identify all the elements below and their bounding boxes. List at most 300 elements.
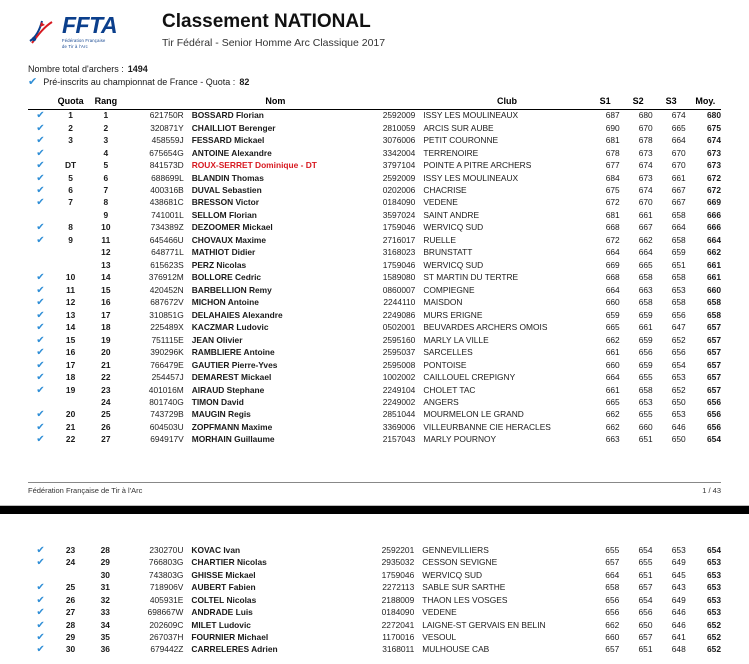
row-quota	[53, 209, 88, 221]
row-moy: 654	[707, 544, 721, 555]
row-s3: 646	[671, 619, 686, 630]
row-s2: 680	[638, 110, 653, 121]
table-row	[28, 384, 721, 396]
row-quota: 23	[65, 544, 76, 555]
row-s1: 681	[605, 209, 620, 220]
table-header-row	[28, 94, 721, 110]
row-s2: 655	[638, 557, 653, 568]
row-nom: MORHAIN Guillaume	[191, 434, 275, 445]
row-rang: 14	[101, 272, 111, 283]
row-club: MULHOUSE CAB	[422, 644, 490, 655]
row-moy: 664	[707, 234, 721, 245]
table-row	[28, 606, 721, 618]
row-qualified-checkmark-icon: ✔	[36, 434, 45, 446]
row-licence: 230270U	[149, 544, 184, 555]
row-s3: 652	[671, 334, 686, 345]
row-quota	[53, 569, 88, 581]
row-club: RUELLE	[423, 234, 456, 245]
checkmark-icon: ✔	[28, 75, 38, 88]
row-nom: RAMBLIERE Antoine	[191, 347, 275, 358]
row-club-id: 2595008	[382, 359, 416, 370]
row-licence: 645466U	[149, 234, 184, 245]
row-moy: 657	[707, 347, 721, 358]
row-club: VEDENE	[422, 607, 457, 618]
row-quota: 7	[68, 197, 73, 208]
row-qualified-checkmark-icon: ✔	[36, 384, 45, 396]
row-rang: 15	[101, 284, 111, 295]
row-licence: 438681C	[149, 197, 184, 208]
row-moy: 657	[707, 322, 721, 333]
row-qualified-checkmark-icon: ✔	[36, 557, 45, 569]
row-s2: 659	[638, 334, 653, 345]
row-club-id: 2244110	[383, 297, 416, 308]
row-licence: 718906V	[149, 582, 184, 593]
quota-value: 82	[239, 77, 250, 87]
row-s3: 661	[671, 172, 686, 183]
row-rang: 32	[100, 594, 110, 605]
table-row	[28, 619, 721, 631]
row-licence: 267037H	[149, 631, 184, 642]
row-nom: JEAN Olivier	[191, 334, 243, 345]
row-moy: 657	[707, 334, 721, 345]
row-nom: CHOVAUX Maxime	[191, 234, 267, 245]
row-s3: 658	[671, 209, 686, 220]
row-club: COMPIEGNE	[423, 284, 475, 295]
row-qualified-checkmark-icon: ✔	[36, 421, 45, 433]
table-row	[28, 556, 721, 568]
row-nom: SELLOM Florian	[191, 209, 257, 220]
row-nom: GAUTIER Pierre-Yves	[191, 359, 278, 370]
row-licence: 604503U	[149, 421, 184, 432]
row-moy: 652	[707, 631, 721, 642]
row-s2: 651	[638, 434, 653, 445]
row-s1: 664	[605, 247, 620, 258]
row-club: VEDENE	[423, 197, 458, 208]
row-qualified-checkmark-icon: ✔	[36, 185, 45, 196]
row-qualified-checkmark-icon: ✔	[36, 644, 45, 656]
row-s1: 662	[605, 334, 620, 345]
row-moy: 672	[707, 185, 721, 195]
row-nom: DEZOOMER Mickael	[191, 222, 273, 233]
row-quota: 16	[65, 347, 76, 358]
row-club: BEUVARDES ARCHERS OMOIS	[423, 322, 548, 333]
row-club-id: 2595037	[382, 347, 416, 358]
row-s2: 659	[638, 359, 653, 370]
row-club: PETIT COURONNE	[423, 135, 499, 146]
row-s2: 655	[638, 409, 653, 420]
row-nom: ROUX-SERRET Dominique - DT	[191, 160, 317, 171]
row-licence: 743729B	[150, 409, 184, 420]
row-s2: 658	[638, 384, 653, 395]
row-rang: 19	[101, 334, 111, 345]
row-licence: 841573D	[149, 160, 184, 171]
row-moy: 661	[707, 259, 721, 270]
row-quota: 17	[65, 359, 76, 370]
row-s3: 651	[671, 259, 686, 270]
row-rang: 28	[100, 544, 110, 555]
row-licence: 743803G	[148, 569, 184, 580]
row-club: MARLY LA VILLE	[423, 334, 489, 345]
row-qualified-checkmark-icon: ✔	[36, 359, 45, 371]
row-s1: 655	[605, 544, 620, 555]
row-licence: 254457J	[151, 372, 184, 383]
row-rang: 31	[100, 582, 110, 593]
row-moy: 652	[707, 644, 721, 655]
row-qualified-checkmark-icon: ✔	[36, 544, 45, 556]
row-quota: 14	[65, 322, 76, 333]
row-s1: 660	[605, 359, 620, 370]
table-row	[28, 134, 721, 146]
row-rang: 7	[103, 185, 109, 195]
page-separator	[0, 506, 749, 514]
row-s3: 647	[671, 322, 686, 333]
row-s1: 677	[605, 160, 620, 171]
row-s1: 662	[605, 421, 620, 432]
row-club-id: 2592009	[382, 110, 416, 121]
row-qualified-checkmark-icon	[28, 209, 53, 221]
row-rang: 20	[101, 347, 111, 358]
row-quota: 1	[68, 110, 73, 121]
row-club: WERVICQ SUD	[423, 259, 484, 270]
row-club: THAON LES VOSGES	[422, 594, 508, 605]
row-rang: 16	[101, 297, 111, 308]
row-qualified-checkmark-icon	[28, 396, 53, 408]
row-quota	[53, 396, 88, 408]
row-quota: 11	[66, 284, 75, 295]
row-club-id: 2188009	[381, 594, 415, 605]
row-quota: 2	[68, 122, 73, 133]
row-rang: 3	[103, 135, 109, 146]
row-licence: 688699L	[151, 172, 184, 183]
row-s3: 670	[671, 147, 686, 158]
row-club: ISSY LES MOULINEAUX	[423, 110, 519, 121]
row-qualified-checkmark-icon: ✔	[36, 234, 45, 246]
row-licence: 390296K	[150, 347, 184, 358]
row-quota: 5	[68, 172, 73, 183]
row-quota: 13	[65, 309, 76, 320]
row-s2: 656	[638, 347, 653, 358]
row-quota: 26	[65, 594, 76, 605]
row-s1: 672	[605, 197, 620, 208]
row-rang: 8	[103, 197, 109, 208]
row-s1: 665	[605, 322, 620, 333]
row-rang: 35	[100, 631, 110, 642]
row-club-id: 2272041	[381, 619, 415, 630]
row-rang: 24	[101, 396, 111, 407]
row-moy: 656	[707, 421, 721, 432]
row-club-id: 3168011	[382, 644, 415, 655]
row-nom: AUBERT Fabien	[191, 582, 256, 593]
row-s3: 664	[671, 222, 686, 233]
row-moy: 662	[707, 247, 721, 258]
row-club: ARCIS SUR AUBE	[423, 122, 494, 133]
row-s3: 667	[671, 185, 686, 195]
row-qualified-checkmark-icon: ✔	[36, 110, 45, 122]
row-s1: 660	[605, 297, 620, 308]
row-moy: 658	[707, 297, 721, 308]
row-quota: 29	[65, 631, 76, 642]
row-s1: 687	[605, 110, 620, 121]
row-s1: 661	[605, 347, 620, 358]
row-s2: 658	[638, 297, 653, 308]
row-club-id: 1002002	[382, 372, 416, 383]
row-club-id: 2716017	[382, 234, 416, 245]
row-s1: 663	[605, 434, 620, 445]
page-footer	[28, 482, 721, 495]
row-licence: 766479E	[150, 359, 184, 370]
row-s1: 657	[605, 644, 620, 655]
table-row	[28, 172, 721, 184]
row-quota: 20	[65, 409, 76, 420]
row-licence: 687672V	[150, 297, 184, 308]
row-quota: 12	[65, 297, 76, 308]
column-header-s1: S1	[591, 94, 624, 110]
row-nom: MICHON Antoine	[191, 297, 259, 308]
column-header-moy: Moy.	[690, 94, 721, 110]
document-header	[0, 0, 749, 54]
row-quota: 19	[65, 384, 76, 395]
row-quota: 25	[65, 582, 76, 593]
row-quota: DT	[64, 160, 77, 171]
row-s3: 646	[671, 607, 686, 618]
row-nom: BLANDIN Thomas	[191, 172, 264, 183]
row-qualified-checkmark-icon	[28, 569, 53, 581]
row-s1: 690	[605, 122, 620, 133]
row-nom: ZOPFMANN Maxime	[191, 421, 273, 432]
row-nom: FOURNIER Michael	[191, 631, 269, 642]
table-row	[28, 359, 721, 371]
row-club: VESOUL	[422, 631, 457, 642]
row-s2: 661	[638, 322, 653, 333]
row-nom: PERZ Nicolas	[191, 259, 247, 270]
row-rang: 17	[101, 309, 111, 320]
table-row	[28, 197, 721, 209]
row-qualified-checkmark-icon: ✔	[36, 607, 45, 619]
footer-page-number: 1 / 43	[702, 486, 721, 495]
row-club: POINTE A PITRE ARCHERS	[423, 160, 532, 171]
row-qualified-checkmark-icon: ✔	[36, 582, 45, 594]
table-row	[28, 371, 721, 383]
row-quota: 9	[68, 234, 73, 245]
row-s2: 657	[638, 582, 653, 593]
quota-line	[28, 77, 749, 88]
total-archers-line	[28, 64, 749, 74]
row-rang: 5	[103, 160, 109, 171]
row-qualified-checkmark-icon: ✔	[36, 197, 45, 209]
row-licence: 458559J	[151, 135, 184, 146]
row-s3: 653	[671, 372, 686, 383]
row-licence: 320871Y	[150, 122, 184, 133]
row-quota: 15	[65, 334, 76, 345]
row-club: MOURMELON LE GRAND	[423, 409, 524, 420]
document-page-2	[0, 514, 749, 664]
table-row	[28, 222, 721, 234]
row-club: MAISDON	[423, 297, 463, 308]
table-row	[28, 569, 721, 581]
row-rang: 1	[103, 110, 109, 121]
table-row	[28, 644, 721, 656]
row-s1: 664	[605, 284, 620, 295]
row-s3: 665	[671, 122, 686, 133]
row-quota: 21	[65, 421, 76, 432]
row-licence: 376912M	[148, 272, 184, 283]
row-moy: 673	[707, 147, 721, 158]
row-s1: 659	[605, 309, 620, 320]
row-club-id: 3797104	[382, 160, 416, 171]
row-club: ANGERS	[423, 396, 459, 407]
row-s3: 646	[671, 421, 686, 432]
row-club: CHOLET TAC	[423, 384, 476, 395]
row-nom: ANDRADE Luis	[191, 607, 253, 618]
row-club-id: 1759046	[382, 222, 416, 233]
row-moy: 660	[707, 284, 721, 295]
row-nom: CHAILLIOT Berenger	[191, 122, 276, 133]
row-s2: 678	[638, 135, 653, 146]
table-row	[28, 247, 721, 259]
row-qualified-checkmark-icon: ✔	[36, 409, 45, 421]
total-archers-value: 1494	[127, 63, 148, 74]
row-s1: 661	[605, 384, 620, 395]
row-club: MARLY POURNOY	[423, 434, 497, 445]
row-club-id: 0860007	[382, 284, 416, 295]
row-moy: 666	[707, 209, 721, 220]
row-s2: 663	[638, 284, 653, 295]
row-nom: MATHIOT Didier	[191, 247, 256, 258]
row-s1: 662	[605, 409, 620, 420]
row-s3: 667	[671, 197, 686, 208]
table-row	[28, 259, 721, 271]
row-nom: KACZMAR Ludovic	[191, 322, 269, 333]
ffta-logo	[28, 12, 146, 50]
row-s1: 664	[605, 372, 620, 383]
table-row	[28, 421, 721, 433]
row-club-id: 3076006	[382, 135, 416, 146]
column-header-rang: Rang	[88, 94, 123, 110]
row-quota: 10	[65, 272, 76, 283]
table-row	[28, 544, 721, 556]
row-club: SABLE SUR SARTHE	[422, 582, 506, 593]
row-rang: 9	[103, 209, 109, 220]
row-rang: 18	[101, 322, 111, 333]
row-club-id: 3342004	[382, 147, 416, 158]
row-nom: DEMAREST Mickael	[191, 372, 272, 383]
row-qualified-checkmark-icon: ✔	[36, 309, 45, 321]
row-moy: 657	[707, 384, 721, 395]
row-s2: 651	[638, 644, 653, 655]
row-s1: 672	[605, 234, 620, 245]
row-s2: 654	[638, 594, 653, 605]
row-s2: 670	[638, 197, 653, 208]
row-nom: CARRELERES Adrien	[191, 644, 278, 655]
table-row	[28, 334, 721, 346]
row-club: GENNEVILLIERS	[422, 544, 489, 555]
row-quota: 6	[68, 185, 73, 195]
row-club-id: 3597024	[382, 209, 416, 220]
row-qualified-checkmark-icon: ✔	[36, 160, 45, 172]
row-s2: 664	[638, 247, 653, 258]
row-moy: 654	[707, 434, 721, 445]
row-nom: COLTEL Nicolas	[191, 594, 257, 605]
column-header-club: Club	[423, 94, 590, 110]
row-moy: 653	[707, 607, 721, 618]
row-s1: 678	[605, 147, 620, 158]
row-licence: 679442Z	[150, 644, 184, 655]
row-rang: 25	[101, 409, 111, 420]
row-s1: 656	[605, 607, 620, 618]
row-rang: 34	[100, 619, 110, 630]
row-s1: 681	[605, 135, 620, 146]
row-s3: 670	[671, 160, 686, 171]
row-rang: 33	[100, 607, 110, 618]
column-header-check	[28, 94, 53, 110]
row-quota	[53, 259, 88, 271]
row-club-id: 3168023	[382, 247, 416, 258]
row-s3: 643	[671, 582, 686, 593]
table-row	[28, 346, 721, 358]
row-licence: 694917V	[150, 434, 184, 445]
table-row	[28, 284, 721, 296]
row-moy: 673	[707, 160, 721, 171]
row-club-id: 2249086	[382, 309, 416, 320]
row-s3: 649	[671, 557, 686, 568]
row-qualified-checkmark-icon: ✔	[36, 619, 45, 631]
row-rang: 2	[103, 122, 109, 133]
row-s1: 656	[605, 594, 620, 605]
row-rang: 29	[100, 557, 110, 568]
total-archers-label: Nombre total d'archers :	[28, 63, 124, 74]
row-s1: 669	[605, 259, 620, 270]
row-rang: 6	[103, 172, 109, 183]
quota-label: Pré-inscrits au championnat de France - Quota :	[43, 77, 236, 87]
row-club: ST MARTIN DU TERTRE	[423, 272, 519, 283]
row-club: MURS ERIGNE	[423, 309, 483, 320]
table-row	[28, 159, 721, 171]
row-moy: 657	[707, 372, 721, 383]
row-s1: 675	[605, 185, 620, 195]
row-licence: 401016M	[148, 384, 184, 395]
row-quota: 24	[65, 557, 76, 568]
row-s1: 665	[605, 396, 620, 407]
table-row	[28, 434, 721, 446]
row-club-id: 2592201	[381, 544, 415, 555]
row-club-id: 1589080	[382, 272, 416, 283]
row-s2: 674	[638, 160, 653, 171]
row-licence: 751115E	[151, 334, 184, 345]
row-qualified-checkmark-icon: ✔	[36, 631, 45, 643]
table-row	[28, 109, 721, 122]
page-subtitle: Tir Fédéral - Senior Homme Arc Classique 2017	[162, 36, 386, 49]
row-licence: 766803G	[148, 557, 184, 568]
logo-wordmark: FFTA	[62, 12, 118, 38]
row-s2: 659	[638, 309, 653, 320]
row-club-id: 2935032	[381, 557, 415, 568]
row-s2: 674	[638, 185, 653, 195]
row-s2: 660	[638, 421, 653, 432]
row-club: LAIGNE-ST GERVAIS EN BELIN	[422, 619, 546, 630]
row-s2: 667	[638, 222, 653, 233]
row-club-id: 1759046	[382, 259, 416, 270]
document-meta	[0, 54, 749, 88]
row-club: SARCELLES	[423, 347, 473, 358]
row-s2: 658	[638, 272, 653, 283]
column-header-quota: Quota	[53, 94, 88, 110]
results-body-page-1	[28, 109, 721, 446]
row-s1: 684	[605, 172, 620, 183]
results-table-page-1	[28, 94, 721, 447]
row-licence: 202609C	[149, 619, 184, 630]
row-club: TERRENOIRE	[423, 147, 479, 158]
row-nom: MAUGIN Regis	[191, 409, 251, 420]
